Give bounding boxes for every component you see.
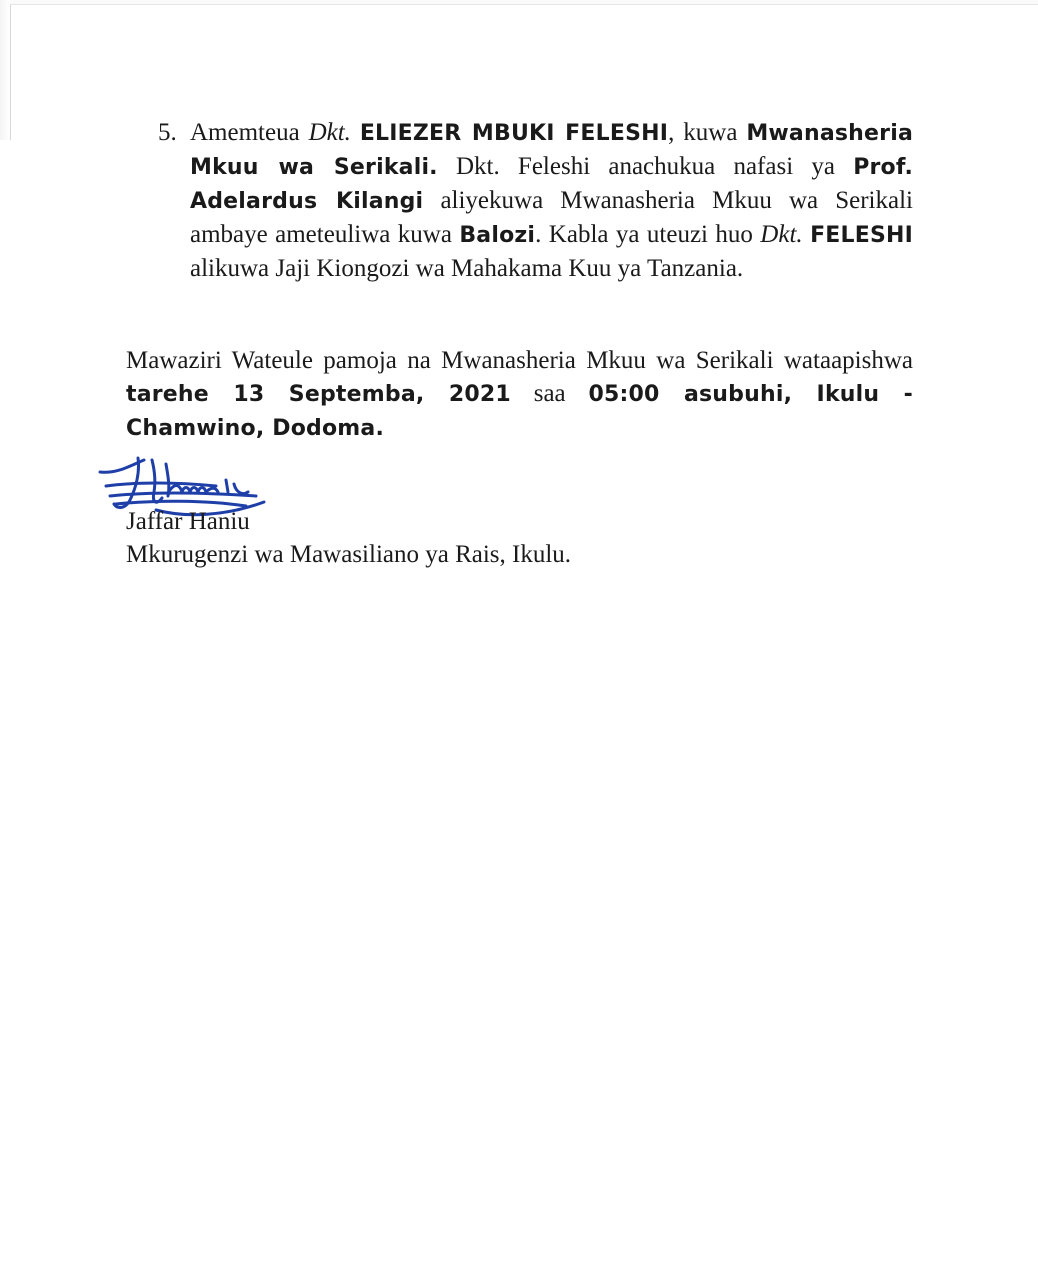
title-dkt: Dkt. — [308, 119, 351, 146]
page-edge — [0, 0, 11, 140]
text-run: Mawaziri Wateule pamoja na Mwanasheria Mkuu wa Serikali wataapishwa — [126, 347, 913, 374]
text-run: Amemteua — [190, 119, 309, 146]
signatory-name: Jaffar Haniu — [126, 508, 250, 535]
text-run: alikuwa Jaji Kiongozi wa Mahakama Kuu ya Tanzania. — [190, 255, 744, 282]
appointee-surname: FELESHI — [810, 223, 914, 248]
text-run: , kuwa — [668, 119, 747, 146]
new-post: Balozi — [459, 223, 536, 248]
appointee-name: ELIEZER MBUKI FELESHI — [359, 121, 669, 146]
signatory-title: Mkurugenzi wa Mawasiliano ya Rais, Ikulu. — [126, 541, 572, 568]
list-item-text — [190, 116, 913, 285]
list-item-5 — [158, 116, 913, 285]
text-run — [803, 221, 810, 248]
text-run: aliyekuwa Mwanasheria Mkuu wa Serikali ambaye ameteuliwa kuwa — [190, 187, 913, 248]
text-run: Dkt. Feleshi anachukua nafasi ya — [437, 153, 854, 180]
text-run: . Kabla ya uteuzi huo — [535, 221, 761, 248]
list-item-number: 5. — [158, 119, 177, 146]
title-dkt: Dkt. — [760, 221, 803, 248]
predecessor-name: Prof. Adelardus Kilangi — [190, 155, 914, 214]
text-run: saa — [510, 380, 589, 407]
swearing-in-paragraph — [126, 344, 913, 445]
appointed-post: Mwanasheria Mkuu wa Serikali. — [190, 121, 913, 180]
page-top-edge — [10, 0, 1038, 5]
swearing-in-time-place: 05:00 asubuhi, Ikulu - Chamwino, Dodoma. — [126, 382, 914, 441]
swearing-in-date: tarehe 13 Septemba, 2021 — [126, 382, 511, 407]
